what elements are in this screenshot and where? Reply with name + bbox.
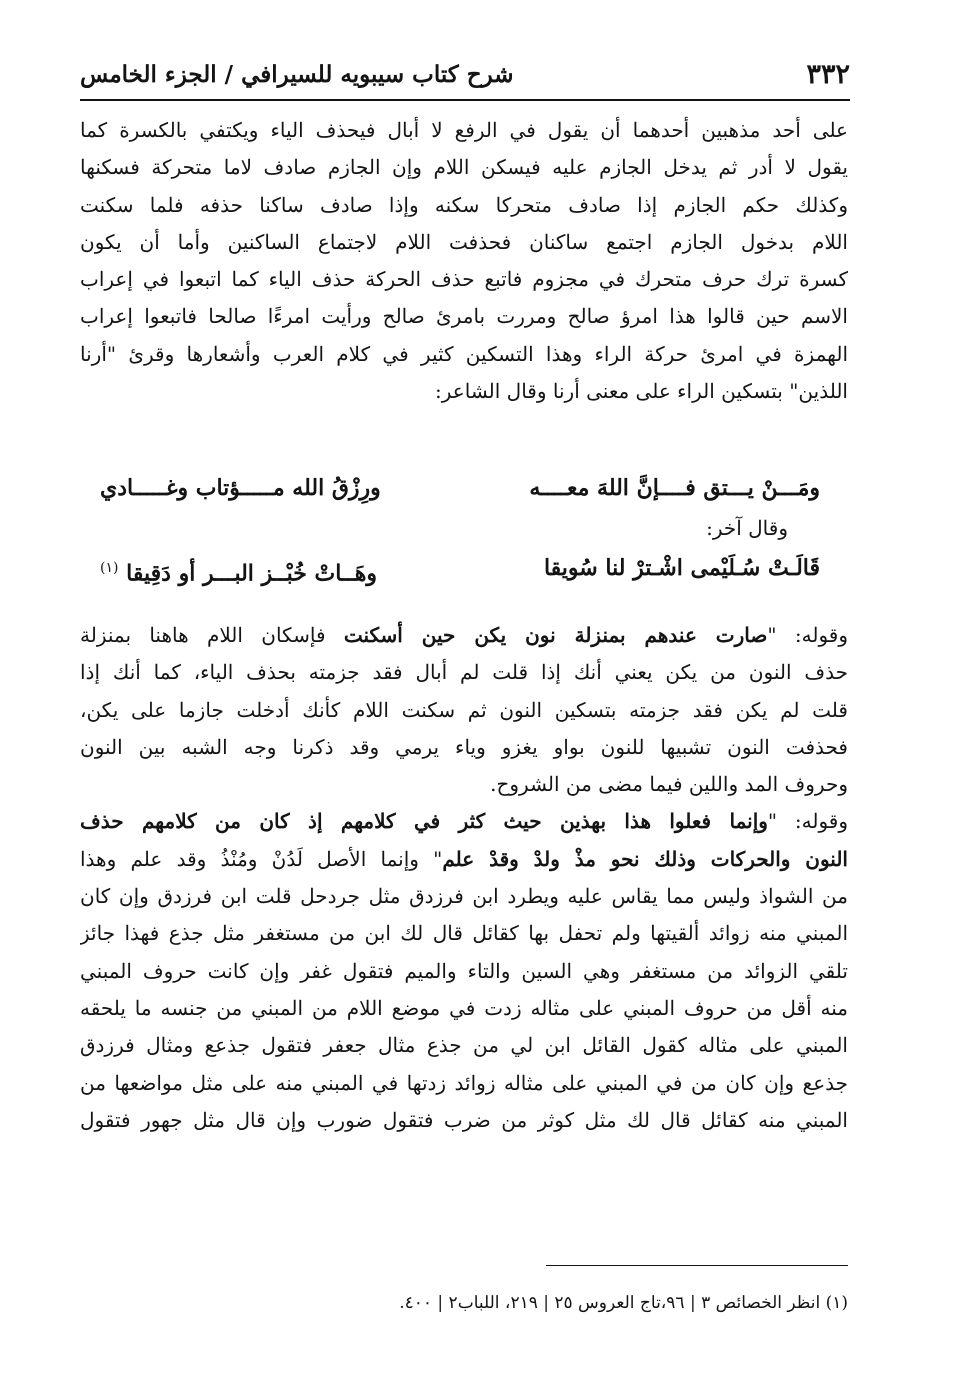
text-line: وحروف المد واللين فيما مضى من الشروح. bbox=[490, 772, 848, 797]
verse-2-first-hemistich: قَالَـتْ سُـلَيْمى اشْـترْ لنا سُويقا bbox=[543, 555, 820, 581]
quoted-text: صارت عندهم بمنزلة نون يكن حين أسكنت bbox=[343, 623, 768, 647]
quote-lead: وقوله: " bbox=[767, 623, 848, 647]
verse-2-second-hemistich-wrap bbox=[100, 548, 377, 588]
text-line: المبني منه كقائل قال لك مثل كوثر من ضرب فتقول ضورب وإن قال مثل جهور فتقول bbox=[80, 1107, 848, 1132]
paragraph-1 bbox=[80, 112, 848, 410]
running-title: شرح كتاب سيبويه للسيرافي / الجزء الخامس bbox=[80, 60, 514, 88]
text-line: من الشواذ وليس مما يقاس عليه ويطرد ابن فرزدق مثل جردحل قلت ابن فرزدق وإن كان bbox=[80, 884, 848, 909]
text-line: على أحد مذهبين أحدهما أن يقول في الرفع لا أبال فيحذف الياء ويكتفي بالكسرة كما bbox=[80, 118, 848, 142]
text-line: كسرة ترك حرف متحرك في مجزوم فاتبع حذف الحركة حذف الياء كما اتبعوا في إعراب bbox=[80, 267, 848, 292]
verse-2-intro: وقال آخر: bbox=[706, 516, 788, 540]
poetry-block bbox=[80, 468, 848, 588]
text-line bbox=[80, 617, 848, 654]
running-header bbox=[80, 54, 850, 94]
quote-lead: وقوله: " bbox=[767, 809, 848, 834]
text-line: يقول لا أدر ثم يدخل الجازم عليه فيسكن اللام وإن الجازم صادف لاما متحركة فسكنها bbox=[80, 155, 848, 180]
text-line: المبني منه زوائد ألقيتها ولم تحفل بها كقائل قال لك ابن من مستغفر مثل جذع فهذا جائز bbox=[80, 921, 848, 946]
text-line: الاسم حين قالوا هذا امرؤ صالح ومررت بامرئ صالح ورأيت امرءًا صالحا فاتبعوا إعراب bbox=[80, 304, 848, 329]
text-line: فحذفت النون تشبيها للنون بواو يغزو وياء يرمي وقد ذكرنا وجه الشبه بين النون bbox=[80, 734, 848, 759]
text-line: المبني على مثاله كقول القائل ابن لي من جذع مثال جعفر فتقول جذعع ومثال فرزدق bbox=[80, 1033, 848, 1058]
header-divider bbox=[80, 99, 850, 101]
text-line bbox=[80, 803, 848, 840]
commentary-text: فإسكان اللام هاهنا بمنزلة bbox=[80, 623, 344, 647]
quoted-text: وإنما فعلوا هذا بهذين حيث كثر في كلامهم إذ كان من كلامهم حذف bbox=[80, 809, 768, 834]
text-line: اللذين" بتسكين الراء على معنى أرنا وقال الشاعر: bbox=[435, 379, 848, 404]
verse-2-second-hemistich: وهَــاتْ خُبْــز البـــر أو دَقِيقا bbox=[126, 560, 378, 587]
text-line: الهمزة في امرئ حركة الراء وهذا التسكين كثير في كلام العرب وأشعارها وقرئ "أرنا bbox=[80, 341, 848, 366]
quoted-text: النون والحركات وذلك نحو مذْ ولدْ وقدْ علم bbox=[442, 846, 848, 871]
verse-1-second-hemistich: ورِزْقُ الله مـــــؤتاب وغـــــادي bbox=[100, 475, 381, 501]
verse-1-first-hemistich: ومَـــنْ يـــتق فــــإنَّ اللهَ معــــه bbox=[529, 475, 820, 501]
verse-1 bbox=[80, 468, 848, 508]
paragraph-2-3 bbox=[80, 617, 848, 1139]
footnote: (١) انظر الخصائص ٣ | ٩٦،تاج العروس ٢٥ | ٢١٩، اللباب٢ | ٤٠٠. bbox=[399, 1293, 848, 1313]
page-number: ٣٣٢ bbox=[806, 58, 850, 90]
text-line: قلت لم يكن فقد جزمته بتسكين النون ثم سكنت اللام كأنك أدخلت جازما على يكن، bbox=[80, 697, 848, 722]
footnote-reference: (١) bbox=[100, 560, 119, 576]
text-line: وكذلك حكم الجازم إذا صادف متحركا سكنه وإذا صادف ساكنا حذفه فلما سكنت bbox=[80, 192, 848, 217]
footnote-divider bbox=[546, 1265, 848, 1266]
text-line: اللام بدخول الجازم اجتمع ساكنان فحذفت اللام لاجتماع الساكنين وأما أن يكون bbox=[80, 229, 848, 254]
text-line: تلقي الزوائد من مستغفر وهي السين والتاء والميم فتقول غفر وإن كانت حروف المبني bbox=[80, 958, 848, 983]
text-line bbox=[80, 841, 848, 878]
text-line: جذعع وإن كان من في المبني على مثاله زوائد زدتها في المبني منه على مثل مواضعها من bbox=[80, 1070, 848, 1095]
text-line: حذف النون من يكن يعني أنك إذا قلت لم أبال فقد جزمته بحذف الياء، كما أنك إذا bbox=[80, 660, 848, 685]
commentary-text: " وإنما الأصل لَدُنْ ومُنْذُ وقد علم وهذا bbox=[80, 846, 443, 871]
verse-2 bbox=[80, 548, 848, 588]
text-line: منه أقل من حروف المبني على مثاله زدت في موضع اللام من المبني من جنسه ما يلحقه bbox=[80, 995, 848, 1020]
